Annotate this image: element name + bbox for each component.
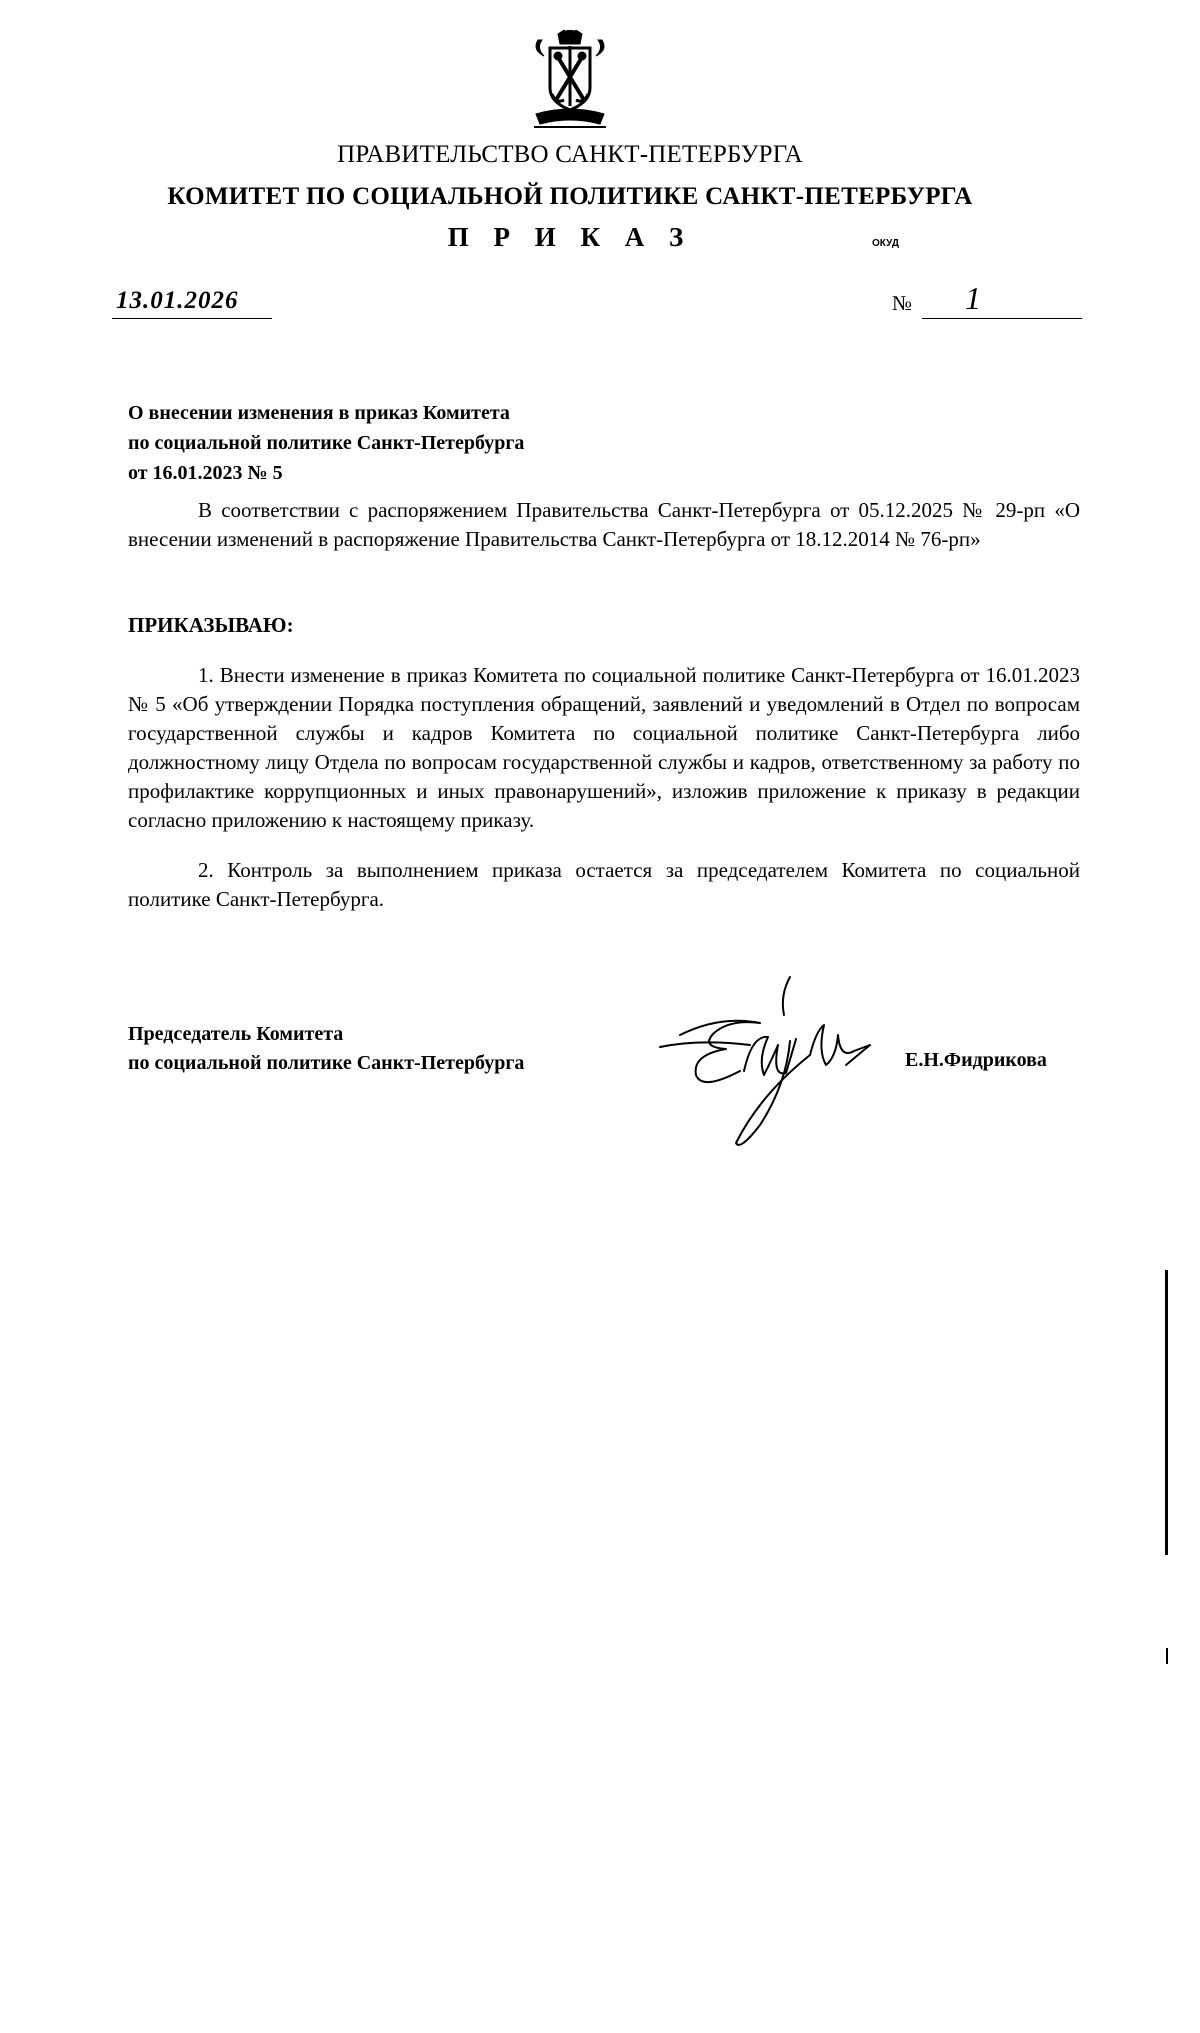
order-item-1: 1. Внести изменение в приказ Комитета по социальной политике Санкт-Петербурга от 16.01.2023 № 5 «Об утверждении Порядка поступления обращений, заявлений и уведомлений в Отдел по вопросам государственной службы и кадров Комитета по социальной политике Санкт-Петербурга либо должностному лицу Отдела по вопросам государственной службы и кадров, ответственному за работу по профилактике коррупционных и иных правонарушений», изложив приложение к приказу в редакции согласно приложению к настоящему приказу.: [128, 663, 1080, 832]
document-number: 1: [965, 280, 981, 316]
preamble-paragraph: В соответствии с распоряжением Правительства Санкт-Петербурга от 05.12.2025 № 29-рп «О внесении изменений в распоряжение Правительства Санкт-Петербурга от 18.12.2014 № 76-рп»: [128, 498, 1080, 551]
document-type: П Р И К А З: [447, 222, 693, 252]
number-underline: [922, 318, 1082, 319]
signer-name: Е.Н.Фидрикова: [905, 1049, 1047, 1071]
okud-label: ОКУД: [872, 238, 899, 249]
scan-mark: [1165, 1270, 1168, 1555]
scan-mark: [1166, 1648, 1168, 1664]
document-date: 13.01.2026: [116, 287, 239, 314]
subject-line: по социальной политике Санкт-Петербурга: [128, 432, 525, 454]
date-underline: [112, 318, 272, 319]
position-line: Председатель Комитета: [128, 1023, 344, 1045]
subject-block: [128, 398, 524, 488]
subject-line: от 16.01.2023 № 5: [128, 462, 283, 484]
order-item-2: 2. Контроль за выполнением приказа остается за председателем Комитета по социальной политике Санкт-Петербурга.: [128, 858, 1080, 911]
coat-of-arms-icon: [528, 30, 612, 130]
signer-position: [128, 1020, 524, 1078]
committee-title: КОМИТЕТ ПО СОЦИАЛЬНОЙ ПОЛИТИКЕ САНКТ-ПЕТЕРБУРГА: [167, 183, 973, 210]
handwritten-signature: [640, 975, 890, 1155]
position-line: по социальной политике Санкт-Петербурга: [128, 1052, 525, 1074]
number-sign: №: [892, 291, 913, 315]
government-title: ПРАВИТЕЛЬСТВО САНКТ-ПЕТЕРБУРГА: [337, 141, 803, 168]
subject-line: О внесении изменения в приказ Комитета: [128, 402, 510, 424]
orders-heading: ПРИКАЗЫВАЮ:: [128, 613, 294, 637]
